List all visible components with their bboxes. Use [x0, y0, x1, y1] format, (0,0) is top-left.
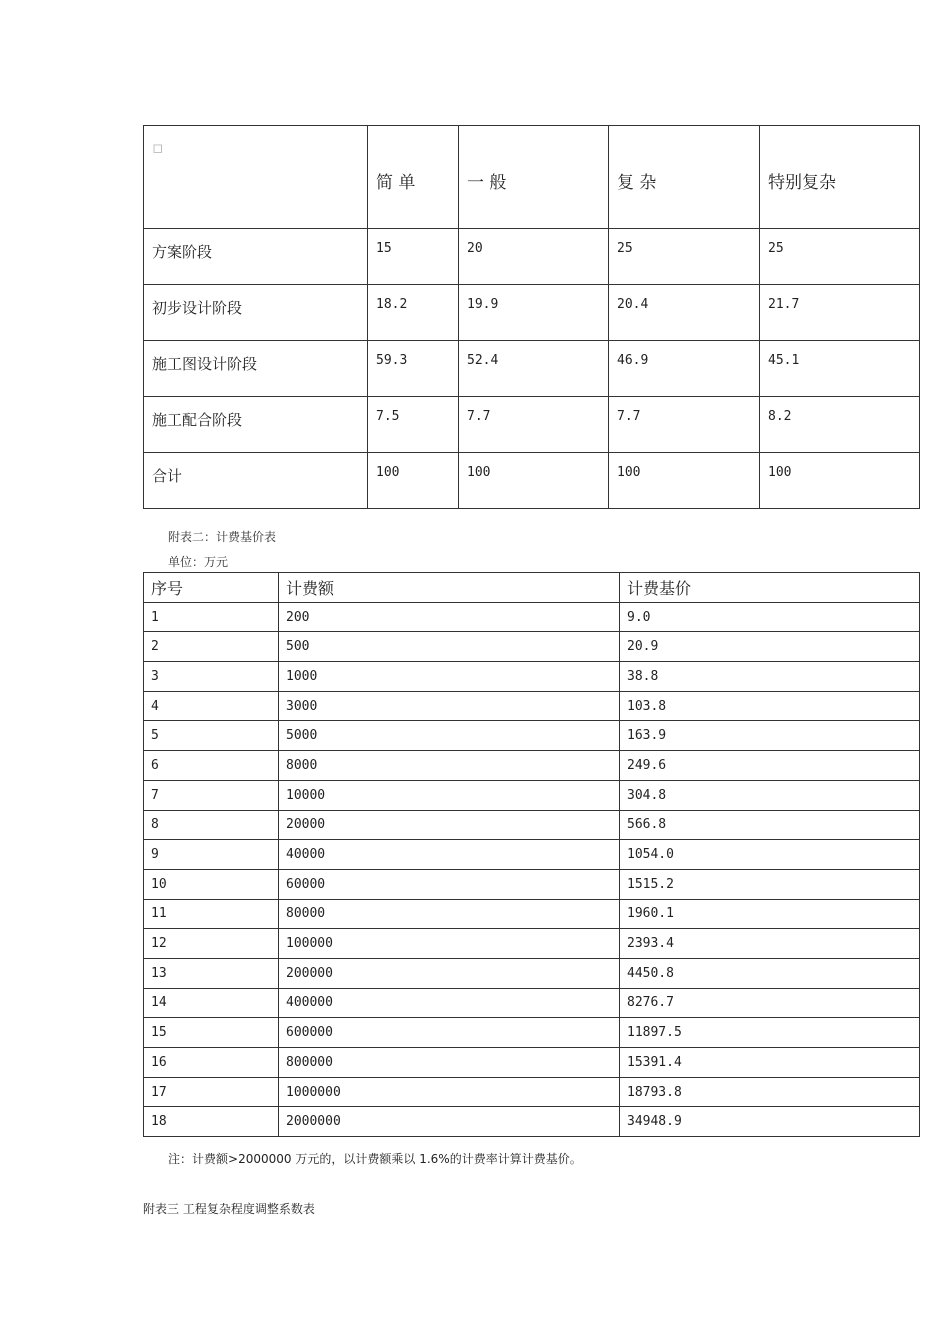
phase-table-header-row — [144, 126, 920, 229]
note-middle: 万元的，以计费额乘以 — [295, 1152, 416, 1166]
table-row — [144, 602, 920, 632]
table-cell: 18793.8 — [620, 1077, 920, 1107]
table-cell: 1000000 — [279, 1077, 620, 1107]
table-cell: 10000 — [279, 780, 620, 810]
row-label: 施工图设计阶段 — [144, 341, 368, 397]
table-cell: 1 — [144, 602, 279, 632]
table-cell: 566.8 — [620, 810, 920, 840]
table-cell: 20.4 — [609, 285, 760, 341]
table-cell: 2000000 — [279, 1107, 620, 1137]
table-cell: 163.9 — [620, 721, 920, 751]
row-label: 方案阶段 — [144, 229, 368, 285]
table-cell: 20.9 — [620, 632, 920, 662]
table-cell: 3000 — [279, 691, 620, 721]
table-cell: 6 — [144, 751, 279, 781]
table-cell: 16 — [144, 1048, 279, 1078]
note-suffix: 的计费率计算计费基价。 — [449, 1152, 582, 1166]
table-cell: 25 — [760, 229, 920, 285]
table-row — [144, 929, 920, 959]
table-cell: 60000 — [279, 869, 620, 899]
table-row — [144, 397, 920, 453]
table-cell: 11897.5 — [620, 1018, 920, 1048]
column-header-general: 一 般 — [459, 126, 609, 229]
table-cell: 18.2 — [368, 285, 459, 341]
table-cell: 46.9 — [609, 341, 760, 397]
column-header-complex: 复 杂 — [609, 126, 760, 229]
table-row — [144, 751, 920, 781]
table-cell: 1515.2 — [620, 869, 920, 899]
table-cell: 14 — [144, 988, 279, 1018]
table-cell: 4450.8 — [620, 958, 920, 988]
column-header-simple: 简 单 — [368, 126, 459, 229]
table-row — [144, 662, 920, 692]
table-cell: 100000 — [279, 929, 620, 959]
table-row — [144, 899, 920, 929]
table-row — [144, 721, 920, 751]
table-cell: 1960.1 — [620, 899, 920, 929]
note-threshold: >2000000 — [228, 1152, 292, 1166]
table-cell: 7.5 — [368, 397, 459, 453]
table-cell: 12 — [144, 929, 279, 959]
note-rate: 1.6% — [419, 1152, 450, 1166]
table-cell: 200000 — [279, 958, 620, 988]
table-cell: 600000 — [279, 1018, 620, 1048]
table-cell: 8.2 — [760, 397, 920, 453]
table-cell: 17 — [144, 1077, 279, 1107]
table-cell: 11 — [144, 899, 279, 929]
table-row — [144, 1018, 920, 1048]
table-cell: 15 — [144, 1018, 279, 1048]
column-header-index: 序号 — [144, 573, 279, 603]
table-cell: 100 — [459, 453, 609, 509]
table-cell: 5 — [144, 721, 279, 751]
table-cell: 40000 — [279, 840, 620, 870]
table-cell: 249.6 — [620, 751, 920, 781]
table-cell: 34948.9 — [620, 1107, 920, 1137]
table-cell: 15 — [368, 229, 459, 285]
table-cell: 38.8 — [620, 662, 920, 692]
table-cell: 20000 — [279, 810, 620, 840]
base-price-header-row — [144, 573, 920, 603]
table-cell: 500 — [279, 632, 620, 662]
table-cell: 52.4 — [459, 341, 609, 397]
table-row — [144, 988, 920, 1018]
table-cell: 19.9 — [459, 285, 609, 341]
note-text — [168, 1150, 582, 1167]
table-cell: 103.8 — [620, 691, 920, 721]
base-price-table-title: 附表二：计费基价表 — [168, 530, 277, 544]
table-row — [144, 1048, 920, 1078]
note-prefix: 注：计费额 — [168, 1152, 229, 1166]
table-cell: 100 — [760, 453, 920, 509]
table-row — [144, 632, 920, 662]
table-row — [144, 1107, 920, 1137]
table-row — [144, 810, 920, 840]
row-label: 合计 — [144, 453, 368, 509]
table-row — [144, 780, 920, 810]
table-row — [144, 958, 920, 988]
table-cell: 200 — [279, 602, 620, 632]
row-label: 施工配合阶段 — [144, 397, 368, 453]
table-cell: 2 — [144, 632, 279, 662]
table-cell: 800000 — [279, 1048, 620, 1078]
table-cell: 21.7 — [760, 285, 920, 341]
table-cell: 25 — [609, 229, 760, 285]
table-row-total — [144, 453, 920, 509]
table-cell: 3 — [144, 662, 279, 692]
table-row — [144, 341, 920, 397]
table-cell: 7.7 — [459, 397, 609, 453]
table-cell: 5000 — [279, 721, 620, 751]
phase-proportion-table — [143, 125, 920, 509]
appendix3-title: 附表三 工程复杂程度调整系数表 — [143, 1202, 315, 1216]
table-cell: 100 — [368, 453, 459, 509]
table-cell: 45.1 — [760, 341, 920, 397]
column-header-fee-amount: 计费额 — [279, 573, 620, 603]
table-cell: 9 — [144, 840, 279, 870]
table-cell: 2393.4 — [620, 929, 920, 959]
corner-mark: ▫ — [144, 126, 368, 229]
table-cell: 8000 — [279, 751, 620, 781]
unit-label: 单位：万元 — [168, 555, 229, 569]
table-cell: 9.0 — [620, 602, 920, 632]
table-cell: 1054.0 — [620, 840, 920, 870]
table-cell: 304.8 — [620, 780, 920, 810]
table-row — [144, 229, 920, 285]
table-cell: 7.7 — [609, 397, 760, 453]
table-cell: 8 — [144, 810, 279, 840]
table-row — [144, 285, 920, 341]
table-cell: 4 — [144, 691, 279, 721]
table-cell: 10 — [144, 869, 279, 899]
table-cell: 7 — [144, 780, 279, 810]
table-cell: 1000 — [279, 662, 620, 692]
row-label: 初步设计阶段 — [144, 285, 368, 341]
table-cell: 80000 — [279, 899, 620, 929]
table-row — [144, 1077, 920, 1107]
table-cell: 18 — [144, 1107, 279, 1137]
column-header-very-complex: 特别复杂 — [760, 126, 920, 229]
table-row — [144, 691, 920, 721]
table-cell: 8276.7 — [620, 988, 920, 1018]
table-cell: 100 — [609, 453, 760, 509]
table-cell: 20 — [459, 229, 609, 285]
table-cell: 400000 — [279, 988, 620, 1018]
base-price-table — [143, 572, 920, 1137]
table-row — [144, 840, 920, 870]
table-row — [144, 869, 920, 899]
table-cell: 13 — [144, 958, 279, 988]
table-cell: 15391.4 — [620, 1048, 920, 1078]
table-cell: 59.3 — [368, 341, 459, 397]
column-header-base-price: 计费基价 — [620, 573, 920, 603]
